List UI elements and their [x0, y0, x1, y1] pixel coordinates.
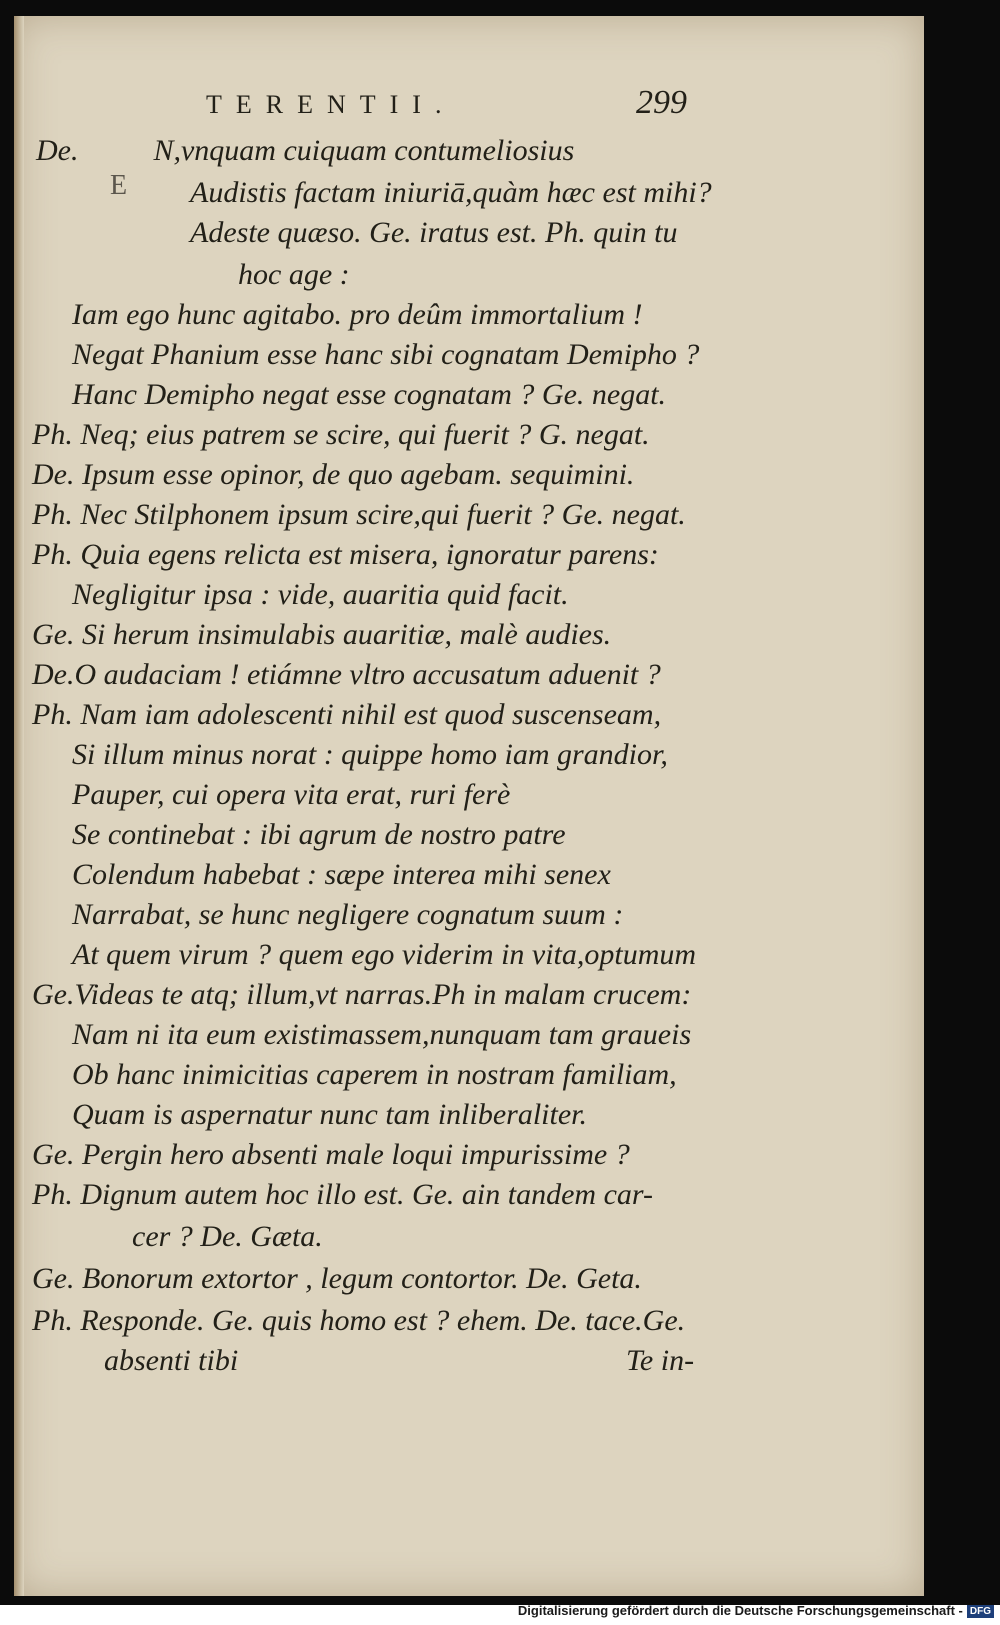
verse-line: De. Ipsum esse opinor, de quo agebam. sequimini. — [32, 458, 635, 491]
verse-line: Iam ego hunc agitabo. pro deûm immortalium ! — [72, 298, 643, 331]
verse-line: Se continebat : ibi agrum de nostro patre — [72, 818, 566, 851]
dfg-logo: DFG — [967, 1605, 994, 1618]
digitization-credit — [518, 1603, 994, 1623]
verse-line: Ge. Si herum insimulabis auaritiæ, malè audies. — [32, 618, 612, 651]
margin-note: E — [110, 170, 128, 201]
verse-line: Ph. Nam iam adolescenti nihil est quod suscenseam, — [32, 698, 662, 731]
verse-line: cer ? De. Gæta. — [132, 1220, 323, 1253]
page-number: 299 — [636, 84, 687, 121]
verse-line: Ge. Pergin hero absenti male loqui impurissime ? — [32, 1138, 630, 1171]
verse-line: Pauper, cui opera vita erat, ruri ferè — [72, 778, 511, 811]
verse-line: Audistis factam iniuriā,quàm hæc est mihi? — [190, 176, 712, 209]
verse-line: Ph. Responde. Ge. quis homo est ? ehem. De. tace.Ge. — [32, 1304, 686, 1337]
page-gutter-shadow — [14, 16, 24, 1596]
credit-text: Digitalisierung gefördert durch die Deutsche Forschungsgemeinschaft - — [517, 1603, 963, 1618]
catchword: Te in- — [626, 1344, 695, 1377]
verse-line: Negat Phanium esse hanc sibi cognatam Demipho ? — [72, 338, 700, 371]
verse-line: Si illum minus norat : quippe homo iam grandior, — [72, 738, 668, 771]
verse-line: De.O audaciam ! etiámne vltro accusatum aduenit ? — [32, 658, 661, 691]
verse-line: At quem virum ? quem ego viderim in vita,optumum — [72, 938, 697, 971]
verse-line: Ob hanc inimicitias caperem in nostram familiam, — [72, 1058, 677, 1091]
verse-line: De. N,vnquam cuiquam contumeliosius — [36, 134, 575, 167]
verse-line: Hanc Demipho negat esse cognatam ? Ge. negat. — [72, 378, 667, 411]
verse-line: absenti tibi — [104, 1344, 239, 1377]
verse-line: Ge. Bonorum extortor , legum contortor. De. Geta. — [32, 1262, 642, 1295]
verse-line: Nam ni ita eum existimassem,nunquam tam graueis — [72, 1018, 692, 1051]
book-page — [14, 16, 924, 1596]
verse-line: Negligitur ipsa : vide, auaritia quid facit. — [72, 578, 569, 611]
verse-line: Ph. Nec Stilphonem ipsum scire,qui fuerit ? Ge. negat. — [32, 498, 686, 531]
verse-line: Quam is aspernatur nunc tam inliberaliter. — [72, 1098, 587, 1131]
running-title: TERENTII. — [206, 90, 456, 119]
verse-line: hoc age : — [238, 258, 350, 291]
verse-line: Ph. Dignum autem hoc illo est. Ge. ain tandem car- — [32, 1178, 653, 1211]
verse-line: Ph. Neq; eius patrem se scire, qui fuerit ? G. negat. — [32, 418, 650, 451]
verse-line: Colendum habebat : sæpe interea mihi senex — [72, 858, 611, 891]
verse-line: Narrabat, se hunc negligere cognatum suum : — [72, 898, 624, 931]
verse-line: Ph. Quia egens relicta est misera, ignoratur parens: — [32, 538, 659, 571]
verse-line: Adeste quæso. Ge. iratus est. Ph. quin tu — [190, 216, 678, 249]
verse-line: Ge.Videas te atq; illum,vt narras.Ph in malam crucem: — [32, 978, 692, 1011]
